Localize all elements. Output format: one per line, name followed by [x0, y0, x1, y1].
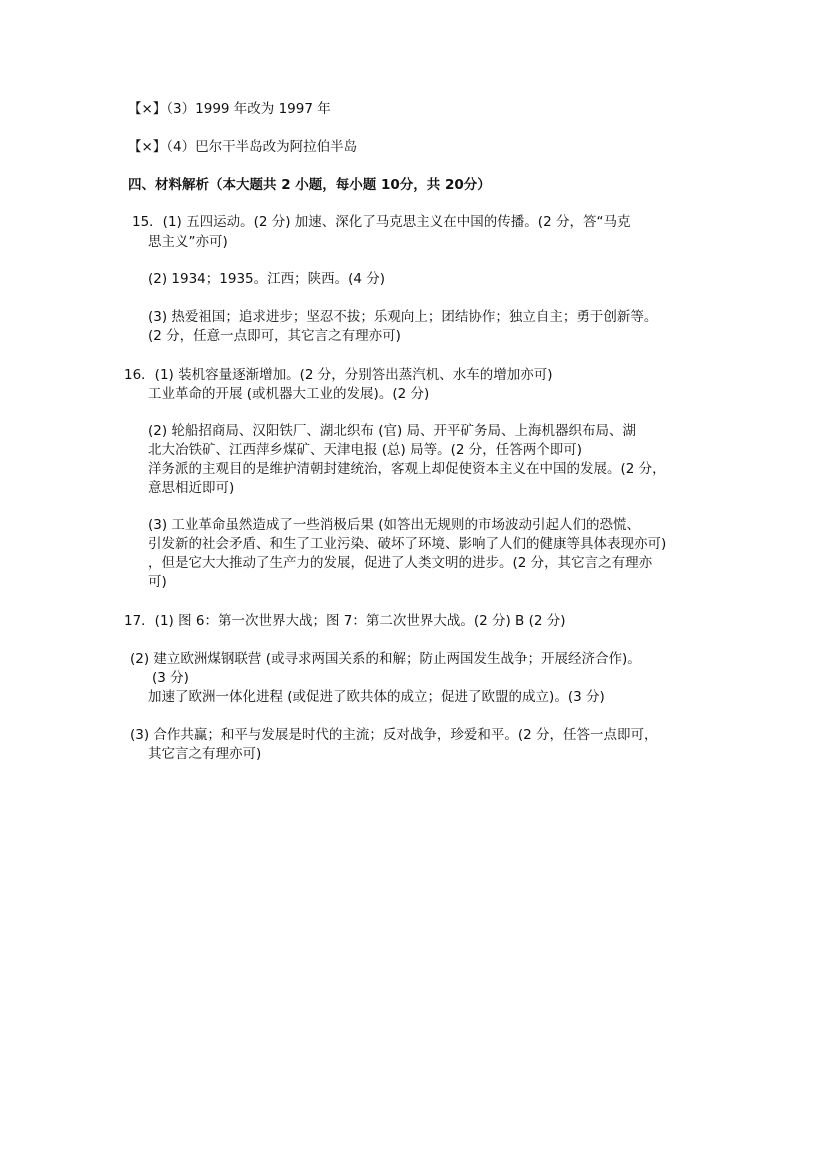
q17-part1: 17．(1) 图 6：第一次世界大战；图 7：第二次世界大战。(2 分) B (2 分) — [124, 613, 566, 629]
q17-part2-line3: 加速了欧洲一体化进程 (或促进了欧共体的成立；促进了欧盟的成立)。(3 分) — [148, 689, 605, 705]
q17-part2-line2: (3 分) — [152, 670, 189, 686]
q16-part3-line4: 可) — [148, 574, 167, 590]
q16-part3-line2: 引发新的社会矛盾、和生了工业污染、破坏了环境、影响了人们的健康等具体表现亦可) — [148, 536, 667, 552]
q16-part3-line3: ，但是它大大推动了生产力的发展，促进了人类文明的进步。(2 分，其它言之有理亦 — [148, 555, 653, 571]
q17-part3-line2: 其它言之有理亦可) — [148, 746, 262, 762]
q17-part3-line1: (3) 合作共赢；和平与发展是时代的主流；反对战争，珍爱和平。(2 分，任答一点即可， — [130, 727, 658, 743]
q15-part1-line1: 15．(1) 五四运动。(2 分) 加速、深化了马克思主义在中国的传播。(2 分，答“马克 — [132, 214, 631, 230]
q16-part2-line1: (2) 轮船招商局、汉阳铁厂、湖北织布 (官) 局、开平矿务局、上海机器织布局、湖 — [148, 423, 637, 439]
q15-part1-line2: 思主义”亦可) — [148, 234, 228, 250]
q17-part2-line1: (2) 建立欧洲煤钢联营 (或寻求两国关系的和解；防止两国发生战争；开展经济合作)。 — [130, 651, 641, 667]
q16-part1-line2: 工业革命的开展 (或机器大工业的发展)。(2 分) — [148, 386, 430, 402]
section-heading: 四、材料解析（本大题共 2 小题，每小题 10分，共 20分） — [128, 177, 491, 193]
q16-part1-line1: 16．(1) 装机容量逐渐增加。(2 分，分别答出蒸汽机、水车的增加亦可) — [124, 367, 553, 383]
q16-part2-line4: 意思相近即可) — [148, 480, 235, 496]
q15-part3-line1: (3) 热爱祖国；追求进步；坚忍不拔；乐观向上；团结协作；独立自主；勇于创新等。 — [148, 309, 658, 325]
q15-part2: (2) 1934；1935。江西；陕西。(4 分) — [148, 271, 386, 287]
q16-part2-line2: 北大冶铁矿、江西萍乡煤矿、天津电报 (总) 局等。(2 分，任答两个即可) — [148, 442, 583, 458]
q16-part2-line3: 洋务派的主观目的是维护清朝封建统治，客观上却促使资本主义在中国的发展。(2 分， — [148, 461, 666, 477]
correction-4: 【×】（4）巴尔干半岛改为阿拉伯半岛 — [128, 139, 358, 155]
q15-part3-line2: (2 分，任意一点即可，其它言之有理亦可) — [148, 328, 401, 344]
q16-part3-line1: (3) 工业革命虽然造成了一些消极后果 (如答出无规则的市场波动引起人们的恐慌、 — [148, 517, 640, 533]
correction-3: 【×】（3）1999 年改为 1997 年 — [128, 101, 331, 117]
